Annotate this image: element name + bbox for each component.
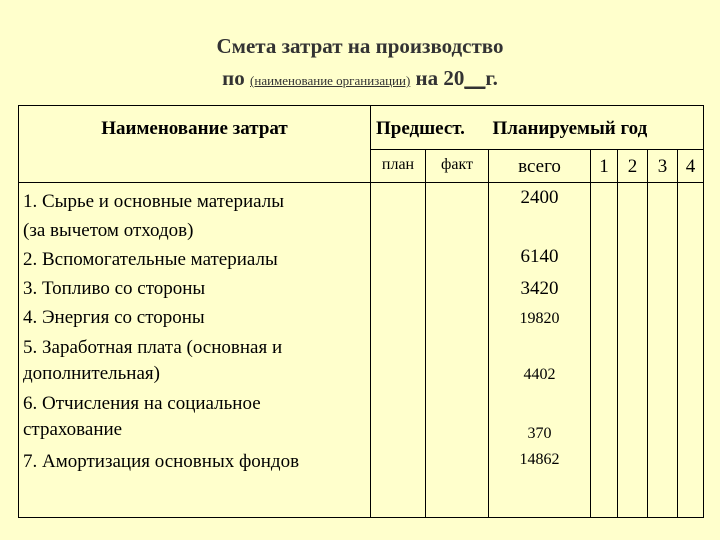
header-row [19,106,704,150]
header-quarter-4: 4 [678,150,704,183]
cost-estimate-table [18,105,704,518]
header-plan: план [371,150,426,183]
quarter-4-cell [678,183,704,518]
cost-item: 3. Топливо со стороны [23,278,206,299]
total-value: 6140 [520,246,559,267]
quarter-1-cell [591,183,618,518]
page-subtitle [0,66,720,91]
quarter-3-cell [648,183,678,518]
total-value: 2400 [520,187,559,208]
cost-item: 5. Заработная плата (основная и [23,337,283,358]
subtitle-prefix: по [222,66,245,90]
year-blank: __ [464,66,486,90]
total-value: 4402 [523,366,556,383]
cost-item: 4. Энергия со стороны [23,307,205,328]
cost-item: 7. Амортизация основных фондов [23,451,300,472]
prev-fact-cell [426,183,489,518]
header-quarter-2: 2 [618,150,648,183]
cost-item: (за вычетом отходов) [23,220,194,241]
prev-plan-cell [371,183,426,518]
subtitle-year-prefix: на 20 [415,66,465,90]
header-total: всего [489,150,591,183]
total-values-cell [489,183,591,518]
cost-item: дополнительная) [23,363,160,384]
cost-item: 6. Отчисления на социальное [23,393,261,414]
cost-item: страхование [23,419,123,440]
cost-item: 1. Сырье и основные материалы [23,191,284,212]
quarter-2-cell [618,183,648,518]
organization-name-hint: (наименование организации) [250,73,411,88]
header-fact: факт [426,150,489,183]
body-row [19,183,704,518]
header-previous-year: Предшест. [371,106,489,150]
total-value: 370 [527,425,552,442]
subtitle-end: г. [485,66,498,90]
total-value: 3420 [520,278,559,299]
cost-items-cell [19,183,371,518]
header-quarter-3: 3 [648,150,678,183]
header-quarter-1: 1 [591,150,618,183]
total-value: 14862 [519,451,560,468]
cost-item: 2. Вспомогательные материалы [23,249,278,270]
total-value: 19820 [519,310,560,327]
header-cost-name: Наименование затрат [19,106,371,183]
header-planned-year: Планируемый год [489,106,704,150]
page-title: Смета затрат на производство [216,34,504,58]
